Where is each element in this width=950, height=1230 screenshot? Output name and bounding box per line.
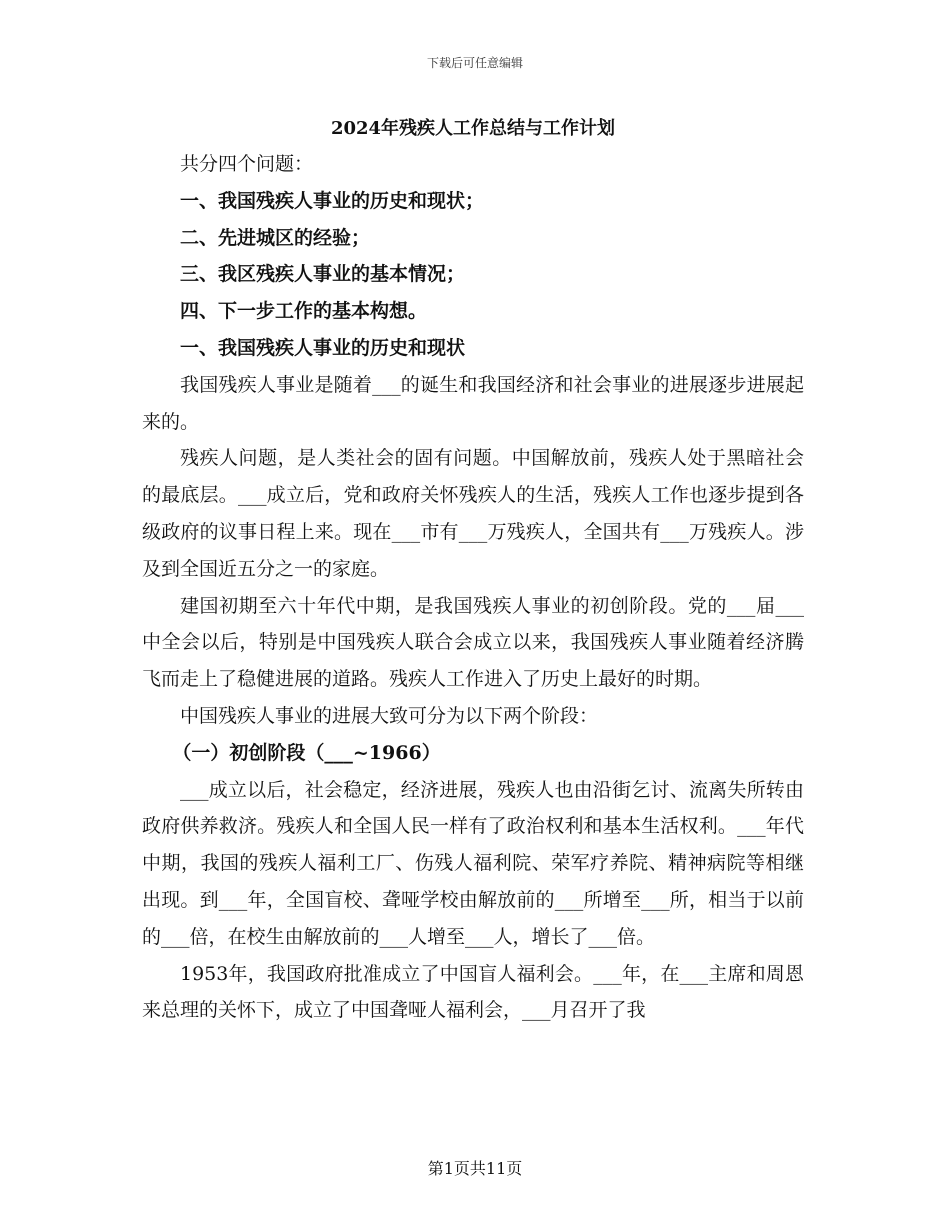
page-number: 第1页共11页	[427, 1159, 523, 1178]
outline-item-2: 二、先进城区的经验；	[180, 226, 371, 249]
paragraph-body: 我国残疾人事业是随着___的诞生和我国经济和社会事业的进展逐步进展起来的。	[142, 373, 804, 433]
paragraph-intro: 共分四个问题：	[180, 153, 314, 175]
subsection-heading: （一）初创阶段（___~1966）	[172, 741, 441, 764]
outline-item-3: 三、我区残疾人事业的基本情况；	[180, 263, 466, 286]
paragraph-body: ___成立以后，社会稳定，经济进展，残疾人也由沿街乞讨、流离失所转由政府供养救济。残疾人和全国人民一样有了政治权利和基本生活权利。___年代中期，我国的残疾人福利工厂、伤残人福利院、荣军疗养院、精神病院等相继出现。到___年，全国盲校、聋哑学校由解放前的___所增至___所，相当于以前的___倍，在校生由解放前的___人增至___人，增长了___倍。	[142, 778, 804, 948]
document-title: 2024年残疾人工作总结与工作计划	[330, 118, 616, 139]
paragraph-body: 建国初期至六十年代中期，是我国残疾人事业的初创阶段。党的___届___中全会以后，特别是中国残疾人联合会成立以来，我国残疾人事业随着经济腾飞而走上了稳健进展的道路。残疾人工作进入了历史上最好的时期。	[142, 594, 804, 691]
document-body	[142, 112, 804, 1029]
paragraph-body: 残疾人问题，是人类社会的固有问题。中国解放前，残疾人处于黑暗社会的最底层。___成立后，党和政府关怀残疾人的生活，残疾人工作也逐步提到各级政府的议事日程上来。现在___市有___万残疾人，全国共有___万残疾人。涉及到全国近五分之一的家庭。	[142, 447, 804, 580]
outline-item-4: 四、下一步工作的基本构想。	[180, 300, 428, 323]
section-heading-1: 一、我国残疾人事业的历史和现状	[180, 336, 466, 359]
outline-item-1: 一、我国残疾人事业的历史和现状；	[180, 189, 485, 212]
paragraph-body: 中国残疾人事业的进展大致可分为以下两个阶段：	[180, 704, 599, 727]
header-note: 下载后可任意编辑	[426, 56, 523, 70]
paragraph-body: 1953年，我国政府批准成立了中国盲人福利会。___年，在___主席和周恩来总理的关怀下，成立了中国聋哑人福利会，___月召开了我	[142, 962, 804, 1022]
